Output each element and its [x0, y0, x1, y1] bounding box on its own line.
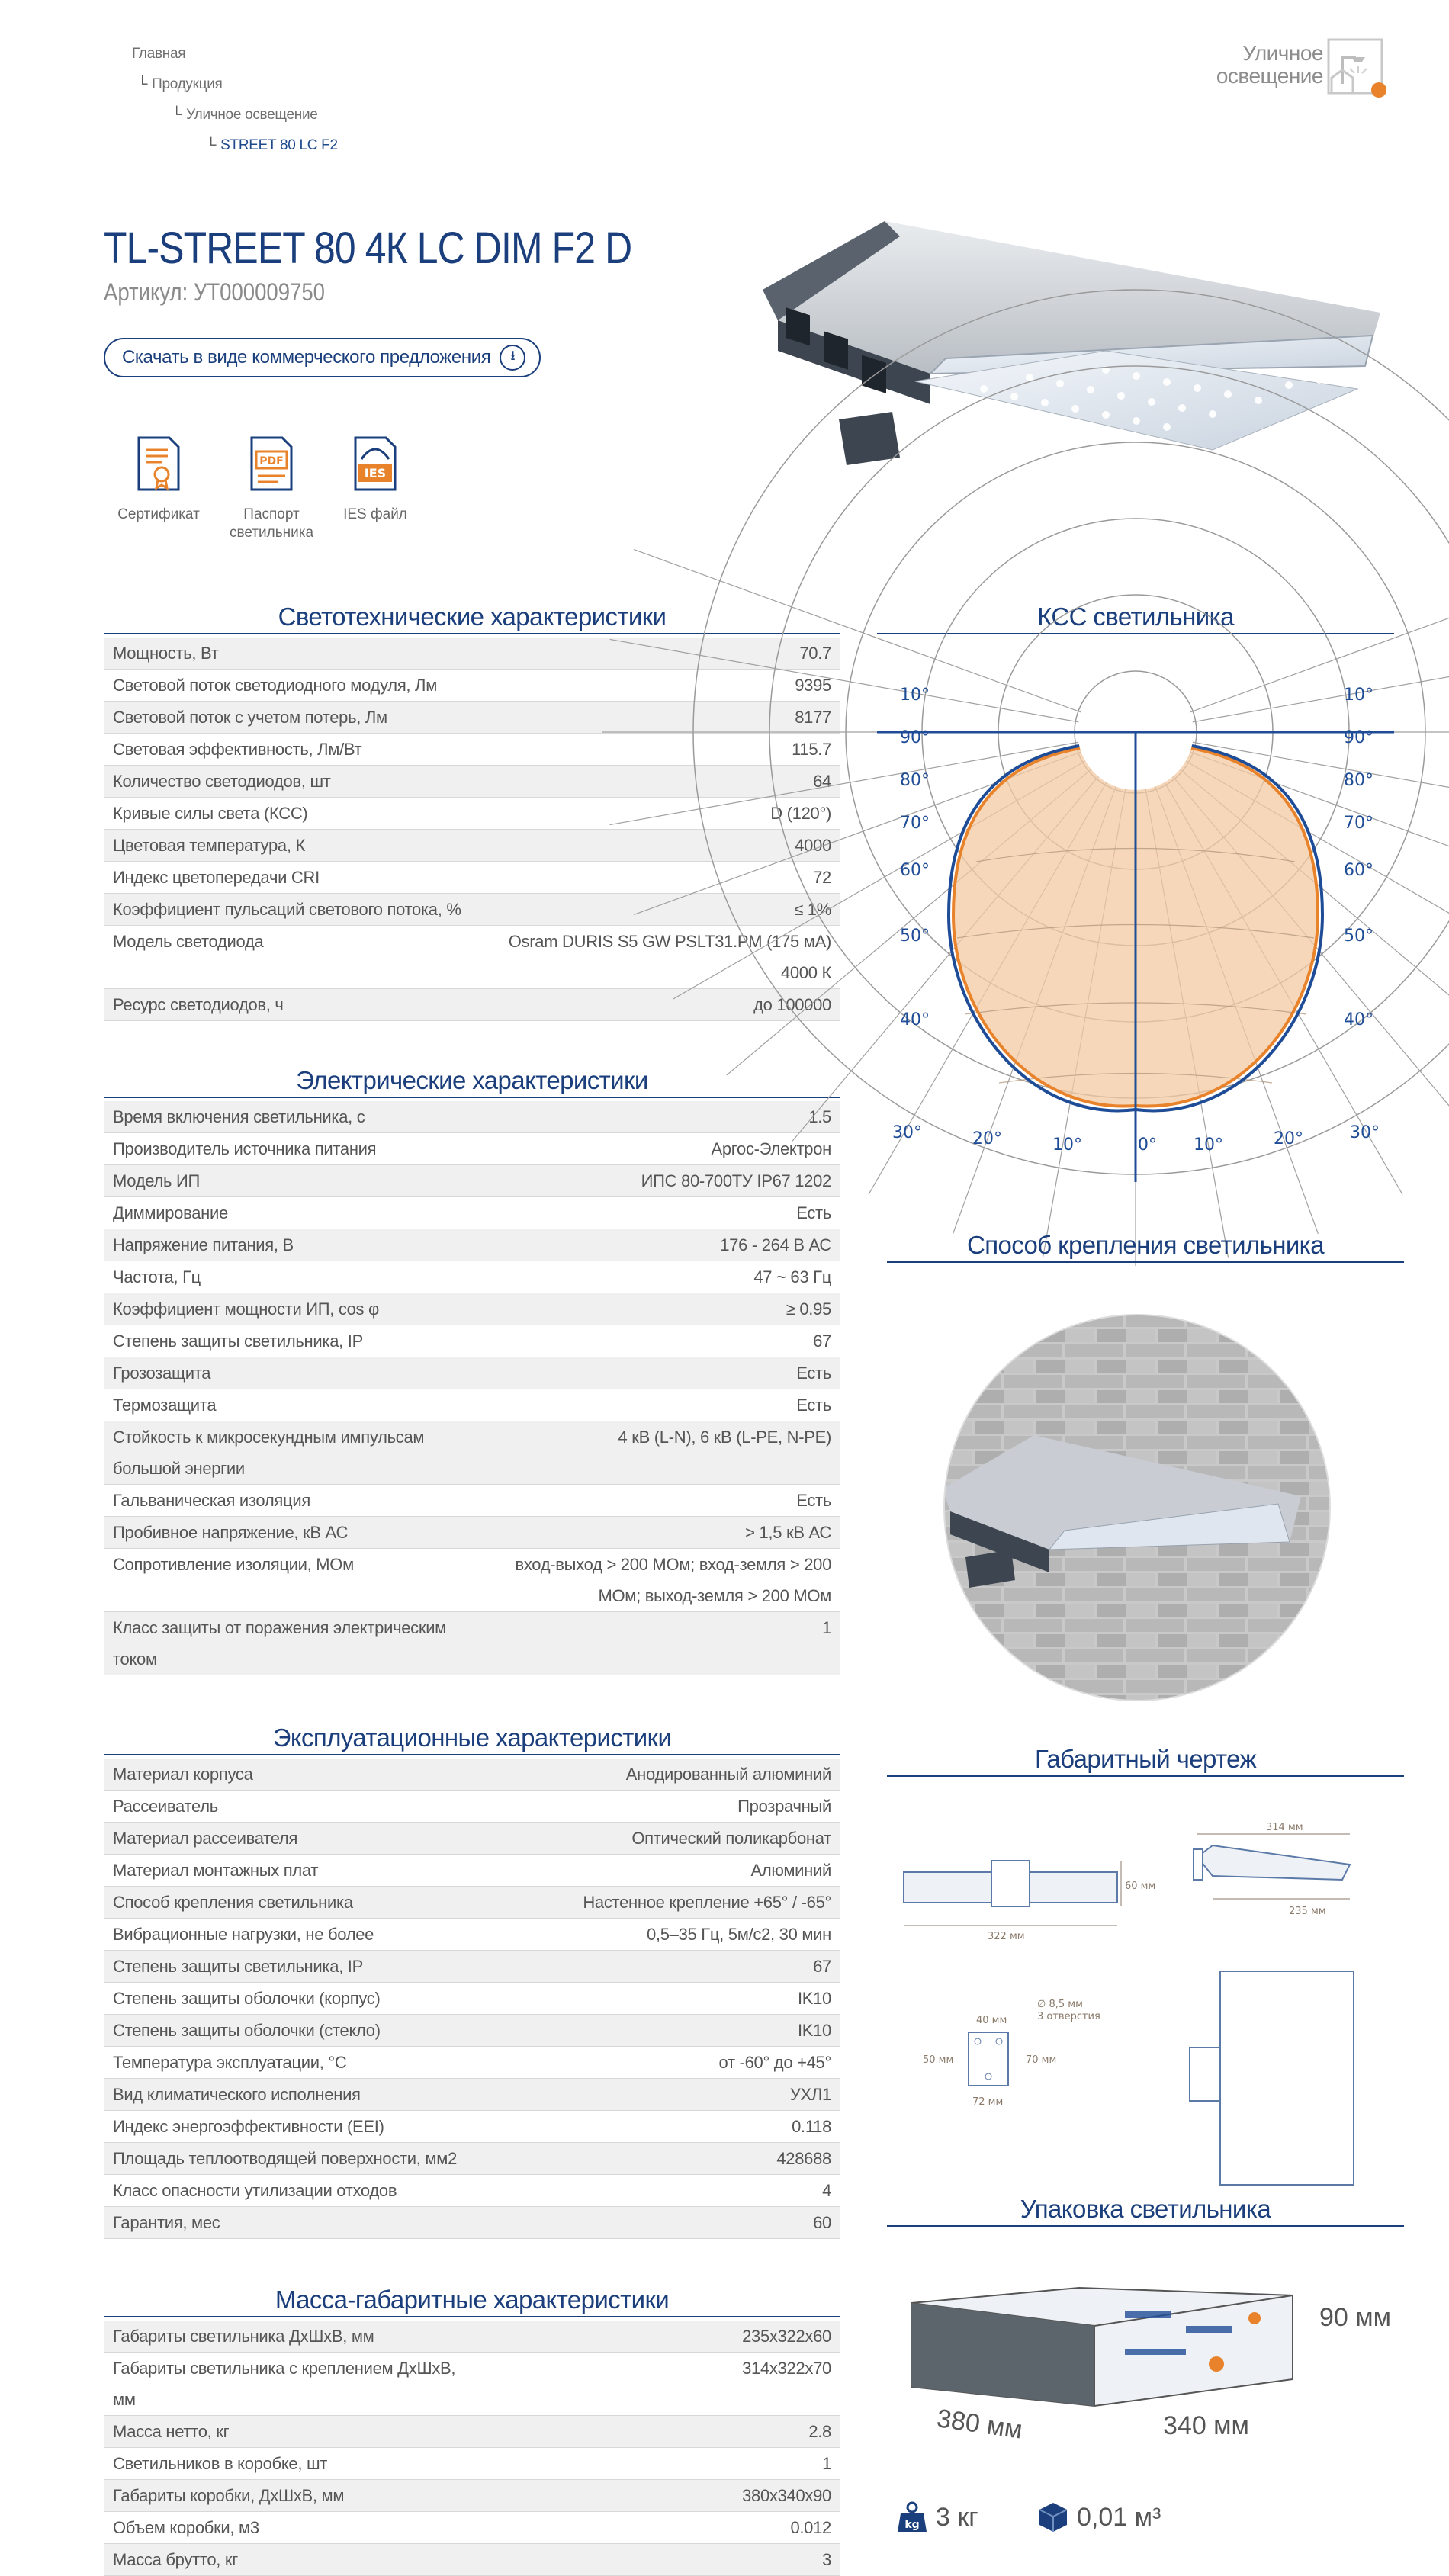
mounting-heading: Способ крепления светильника	[887, 1231, 1404, 1263]
spec-label: Гарантия, мес	[113, 2213, 220, 2232]
operation-specs-table	[104, 1759, 840, 2239]
spec-value: Оптический поликарбонат	[631, 1829, 831, 1848]
spec-label: Материал корпуса	[113, 1765, 253, 1784]
spec-row	[104, 830, 840, 862]
spec-label: Грозозащита	[113, 1363, 211, 1383]
spec-label: Площадь теплоотводящей поверхности, мм2	[113, 2149, 458, 2168]
dim-40: 40 мм	[976, 2015, 1007, 2026]
spec-row	[104, 2544, 840, 2576]
spec-value: 1	[822, 2454, 831, 2473]
spec-value: УХЛ1	[789, 2085, 831, 2104]
dim-322: 322 мм	[988, 1931, 1025, 1942]
spec-label: Сопротивление изоляции, МОм	[113, 1555, 354, 1574]
package-length: 380 мм	[934, 2404, 1025, 2445]
mounting-photo	[943, 1313, 1332, 1702]
spec-value: 235x322x60	[742, 2327, 831, 2346]
spec-label: Класс защиты от поражения электрическим током	[113, 1618, 447, 1669]
spec-row	[104, 1389, 840, 1421]
spec-row	[104, 1549, 840, 1612]
spec-label: Диммирование	[113, 1203, 228, 1222]
kss-label-bottom-20r: 20°	[1274, 1129, 1303, 1148]
product-photo	[755, 206, 1396, 480]
spec-label: Количество светодиодов, шт	[113, 772, 331, 791]
spec-label: Термозащита	[113, 1396, 217, 1415]
spec-row	[104, 2448, 840, 2480]
spec-value: 64	[813, 772, 831, 791]
kss-label-right-70: 70°	[1344, 814, 1373, 833]
spec-label: Степень защиты светильника, IP	[113, 1331, 363, 1351]
spec-row	[104, 2111, 840, 2143]
dim-holes: 3 отверстия	[1037, 2011, 1100, 2022]
spec-row	[104, 1133, 840, 1165]
mass-specs-table	[104, 2321, 840, 2576]
spec-value: IK10	[797, 1989, 831, 2008]
breadcrumb-current: └ STREET 80 LC F2	[206, 137, 338, 153]
light-specs-table	[104, 638, 840, 1021]
spec-label: Модель светодиода	[113, 932, 264, 951]
spec-row	[104, 1165, 840, 1197]
spec-row	[104, 1261, 840, 1293]
spec-label: Кривые силы света (КСС)	[113, 804, 308, 823]
spec-label: Степень защиты оболочки (стекло)	[113, 2021, 381, 2040]
spec-value: 428688	[776, 2149, 831, 2168]
spec-value: 4 кВ (L-N), 6 кВ (L-PE, N-PE)	[618, 1428, 831, 1447]
spec-label: Пробивное напряжение, кВ АС	[113, 1523, 349, 1542]
spec-value: 4000	[795, 836, 831, 855]
spec-label: Ресурс светодиодов, ч	[113, 995, 284, 1014]
electric-specs-table	[104, 1101, 840, 1675]
spec-row	[104, 989, 840, 1021]
spec-value: ИПС 80-700ТУ IP67 1202	[641, 1171, 831, 1190]
kss-label-right-40: 40°	[1344, 1010, 1373, 1029]
spec-value: IK10	[797, 2021, 831, 2040]
spec-row	[104, 1823, 840, 1855]
spec-label: Масса брутто, кг	[113, 2550, 238, 2569]
product-title: TL-STREET 80 4К LC DIM F2 D	[104, 223, 632, 273]
certificate-icon	[134, 436, 183, 491]
spec-row	[104, 2143, 840, 2175]
spec-row	[104, 1612, 840, 1675]
light-specs-heading: Светотехнические характеристики	[104, 602, 840, 634]
spec-row	[104, 2480, 840, 2512]
spec-label: Степень защиты оболочки (корпус)	[113, 1989, 381, 2008]
kss-label-bottom-20l: 20°	[972, 1129, 1002, 1148]
spec-value: Osram DURIS S5 GW PSLT31.PM (175 мА) 4000 К	[508, 932, 831, 982]
spec-label: Габариты коробки, ДхШхВ, мм	[113, 2486, 345, 2505]
spec-value: 0,5–35 Гц, 5м/с2, 30 мин	[646, 1925, 831, 1944]
ies-file-link[interactable]: IES IES файл	[329, 436, 421, 524]
spec-value: от -60° до +45°	[718, 2053, 831, 2072]
spec-row	[104, 1983, 840, 2015]
electric-specs-heading: Электрические характеристики	[104, 1066, 840, 1098]
kss-label-right-50: 50°	[1344, 927, 1373, 946]
spec-label: Класс опасности утилизации отходов	[113, 2181, 397, 2200]
spec-label: Гальваническая изоляция	[113, 1491, 310, 1510]
spec-label: Мощность, Вт	[113, 644, 219, 663]
spec-value: Есть	[796, 1363, 831, 1383]
ies-icon	[351, 436, 400, 491]
operation-specs-heading: Эксплуатационные характеристики	[104, 1723, 840, 1755]
package-mass: kg 3 кг	[896, 2501, 978, 2533]
dim-314: 314 мм	[1266, 1822, 1303, 1833]
dim-70: 70 мм	[1026, 2054, 1057, 2066]
spec-value: 2.8	[808, 2422, 831, 2441]
spec-value: до 100000	[753, 995, 831, 1014]
spec-label: Коэффициент мощности ИП, cos φ	[113, 1299, 380, 1319]
spec-value: > 1,5 кВ АС	[745, 1523, 831, 1542]
spec-label: Индекс энергоэффективности (EEI)	[113, 2117, 384, 2136]
spec-value: 9395	[795, 676, 831, 695]
breadcrumb-products[interactable]: └ Продукция	[137, 76, 223, 92]
spec-label: Световой поток с учетом потерь, Лм	[113, 708, 387, 727]
kss-label-bottom-10r: 10°	[1194, 1135, 1223, 1155]
drawing-heading: Габаритный чертеж	[887, 1745, 1404, 1777]
spec-label: Модель ИП	[113, 1171, 201, 1190]
spec-label: Световая эффективность, Лм/Вт	[113, 740, 362, 759]
kss-label-bottom-10l: 10°	[1052, 1135, 1082, 1155]
spec-row	[104, 2047, 840, 2079]
kss-label-left-40: 40°	[900, 1010, 930, 1029]
spec-row	[104, 2416, 840, 2448]
spec-value: Есть	[796, 1396, 831, 1415]
spec-value: 115.7	[792, 740, 831, 759]
package-height: 90 мм	[1319, 2303, 1392, 2332]
spec-value: 67	[813, 1957, 831, 1976]
spec-row	[104, 2079, 840, 2111]
spec-row	[104, 1229, 840, 1261]
spec-value: ≥ 0.95	[786, 1299, 831, 1319]
spec-row	[104, 734, 840, 766]
spec-row	[104, 766, 840, 798]
spec-label: Габариты светильника ДхШхВ, мм	[113, 2327, 374, 2346]
spec-row	[104, 926, 840, 989]
spec-label: Объем коробки, м3	[113, 2518, 259, 2537]
kss-label-right-90: 90°	[1344, 728, 1373, 747]
spec-label: Производитель источника питания	[113, 1139, 377, 1158]
breadcrumb-home[interactable]: Главная	[132, 46, 186, 62]
spec-row	[104, 2207, 840, 2239]
dim-60: 60 мм	[1125, 1881, 1156, 1892]
spec-value: 0.012	[790, 2518, 831, 2537]
spec-value: 380x340x90	[742, 2486, 831, 2505]
spec-row	[104, 1485, 840, 1517]
spec-label: Светильников в коробке, шт	[113, 2454, 328, 2473]
spec-row	[104, 638, 840, 670]
dimension-drawing	[892, 1819, 1426, 2192]
spec-label: Материал монтажных плат	[113, 1861, 319, 1880]
product-article: Артикул: УТ000009750	[104, 278, 325, 306]
spec-row	[104, 1951, 840, 1983]
kss-label-left-10: 10°	[900, 686, 930, 705]
spec-value: Настенное крепление +65° / -65°	[583, 1893, 831, 1912]
kss-label-left-80: 80°	[900, 771, 930, 790]
spec-value: Прозрачный	[737, 1797, 831, 1816]
kss-label-left-70: 70°	[900, 814, 930, 833]
spec-row	[104, 670, 840, 702]
mass-specs-heading: Масса-габаритные характеристики	[104, 2285, 840, 2317]
breadcrumb-street-lighting[interactable]: └ Уличное освещение	[172, 107, 318, 123]
spec-row	[104, 1855, 840, 1887]
package-heading: Упаковка светильника	[887, 2195, 1404, 2227]
passport-pdf-link[interactable]: PDF Паспорт светильника	[226, 436, 317, 542]
spec-value: ≤ 1%	[794, 900, 831, 919]
spec-value: Алюминий	[750, 1861, 831, 1880]
spec-value: Есть	[796, 1491, 831, 1510]
spec-label: Частота, Гц	[113, 1267, 201, 1286]
spec-label: Напряжение питания, В	[113, 1235, 294, 1254]
kss-label-right-10: 10°	[1344, 686, 1373, 705]
spec-value: 3	[822, 2550, 831, 2569]
spec-row	[104, 1791, 840, 1823]
spec-label: Материал рассеивателя	[113, 1829, 298, 1848]
spec-row	[104, 702, 840, 734]
spec-value: 72	[813, 868, 831, 887]
kss-label-left-60: 60°	[900, 861, 930, 880]
spec-label: Вибрационные нагрузки, не более	[113, 1925, 374, 1944]
spec-value: Есть	[796, 1203, 831, 1222]
kss-label-left-50: 50°	[900, 927, 930, 946]
spec-row	[104, 1887, 840, 1919]
spec-row	[104, 2512, 840, 2544]
spec-label: Габариты светильника с креплением ДхШхВ, мм	[113, 2359, 456, 2409]
spec-label: Степень защиты светильника, IP	[113, 1957, 363, 1976]
spec-row	[104, 2015, 840, 2047]
spec-row	[104, 1421, 840, 1485]
spec-row	[104, 1759, 840, 1791]
spec-label: Стойкость к микросекундным импульсам большой энергии	[113, 1428, 425, 1478]
spec-label: Масса нетто, кг	[113, 2422, 230, 2441]
kss-heading: КСС светильника	[877, 602, 1394, 634]
dim-235: 235 мм	[1289, 1906, 1326, 1917]
spec-row	[104, 798, 840, 830]
spec-row	[104, 1101, 840, 1133]
package-volume: 0,01 м³	[1037, 2501, 1161, 2533]
spec-value: 4	[822, 2181, 831, 2200]
spec-row	[104, 2353, 840, 2416]
kss-label-right-60: 60°	[1344, 861, 1373, 880]
dim-72: 72 мм	[972, 2096, 1004, 2108]
spec-value: 70.7	[799, 644, 831, 663]
spec-label: Температура эксплуатации, °С	[113, 2053, 347, 2072]
spec-row	[104, 1325, 840, 1357]
spec-row	[104, 2175, 840, 2207]
category-logo-text: Уличное освещение	[1216, 41, 1323, 88]
spec-row	[104, 1357, 840, 1389]
tree-branch-icon: └	[206, 137, 217, 153]
dim-50: 50 мм	[923, 2054, 954, 2066]
spec-label: Время включения светильника, с	[113, 1107, 365, 1126]
pdf-icon	[247, 436, 296, 491]
dim-85: ∅ 8,5 мм	[1037, 1999, 1083, 2010]
svg-text:IES: IES	[364, 466, 387, 480]
spec-label: Рассеиватель	[113, 1797, 218, 1816]
tree-branch-icon: └	[172, 107, 182, 123]
weight-kg-icon	[896, 2501, 928, 2533]
spec-label: Световой поток светодиодного модуля, Лм	[113, 676, 438, 695]
spec-row	[104, 1293, 840, 1325]
kss-polar-diagram	[877, 656, 1394, 1182]
spec-row	[104, 2321, 840, 2353]
street-lighting-category-icon	[1327, 38, 1388, 99]
spec-value: 47 ~ 63 Гц	[753, 1267, 831, 1286]
spec-row	[104, 1517, 840, 1549]
spec-label: Индекс цветопередачи CRI	[113, 868, 320, 887]
download-icon: ⭳	[500, 345, 525, 371]
spec-value: 1.5	[808, 1107, 831, 1126]
svg-text:PDF: PDF	[259, 455, 284, 467]
download-offer-button[interactable]: Скачать в виде коммерческого предложения ⭳	[104, 338, 541, 377]
certificate-link[interactable]: Сертификат	[113, 436, 204, 524]
spec-value: 67	[813, 1331, 831, 1351]
cube-icon	[1037, 2501, 1069, 2533]
spec-row	[104, 1197, 840, 1229]
svg-text:kg: kg	[904, 2519, 920, 2531]
spec-value: 314x322x70	[742, 2359, 831, 2378]
kss-label-right-80: 80°	[1344, 771, 1373, 790]
spec-value: вход-выход > 200 МОм; вход-земля > 200 МОм; выход-земля > 200 МОм	[515, 1555, 831, 1605]
tree-branch-icon: └	[137, 76, 148, 92]
spec-label: Способ крепления светильника	[113, 1893, 353, 1912]
spec-label: Коэффициент пульсаций светового потока, %	[113, 900, 461, 919]
spec-row	[104, 1919, 840, 1951]
spec-value: Аргос-Электрон	[711, 1139, 831, 1158]
spec-value: 8177	[795, 708, 831, 727]
spec-value: 1	[822, 1618, 831, 1637]
kss-label-bottom-0: 0°	[1138, 1135, 1157, 1155]
spec-value: D (120°)	[770, 804, 831, 823]
spec-row	[104, 862, 840, 894]
spec-value: 0.118	[792, 2117, 831, 2136]
kss-label-bottom-30l: 30°	[892, 1123, 922, 1142]
spec-value: Анодированный алюминий	[625, 1765, 831, 1784]
spec-label: Вид климатического исполнения	[113, 2085, 361, 2104]
kss-label-bottom-30r: 30°	[1350, 1123, 1380, 1142]
spec-label: Цветовая температура, К	[113, 836, 305, 855]
spec-value: 176 - 264 В АС	[720, 1235, 831, 1254]
kss-label-left-90: 90°	[900, 728, 930, 747]
package-width: 340 мм	[1163, 2411, 1249, 2440]
spec-value: 60	[813, 2213, 831, 2232]
